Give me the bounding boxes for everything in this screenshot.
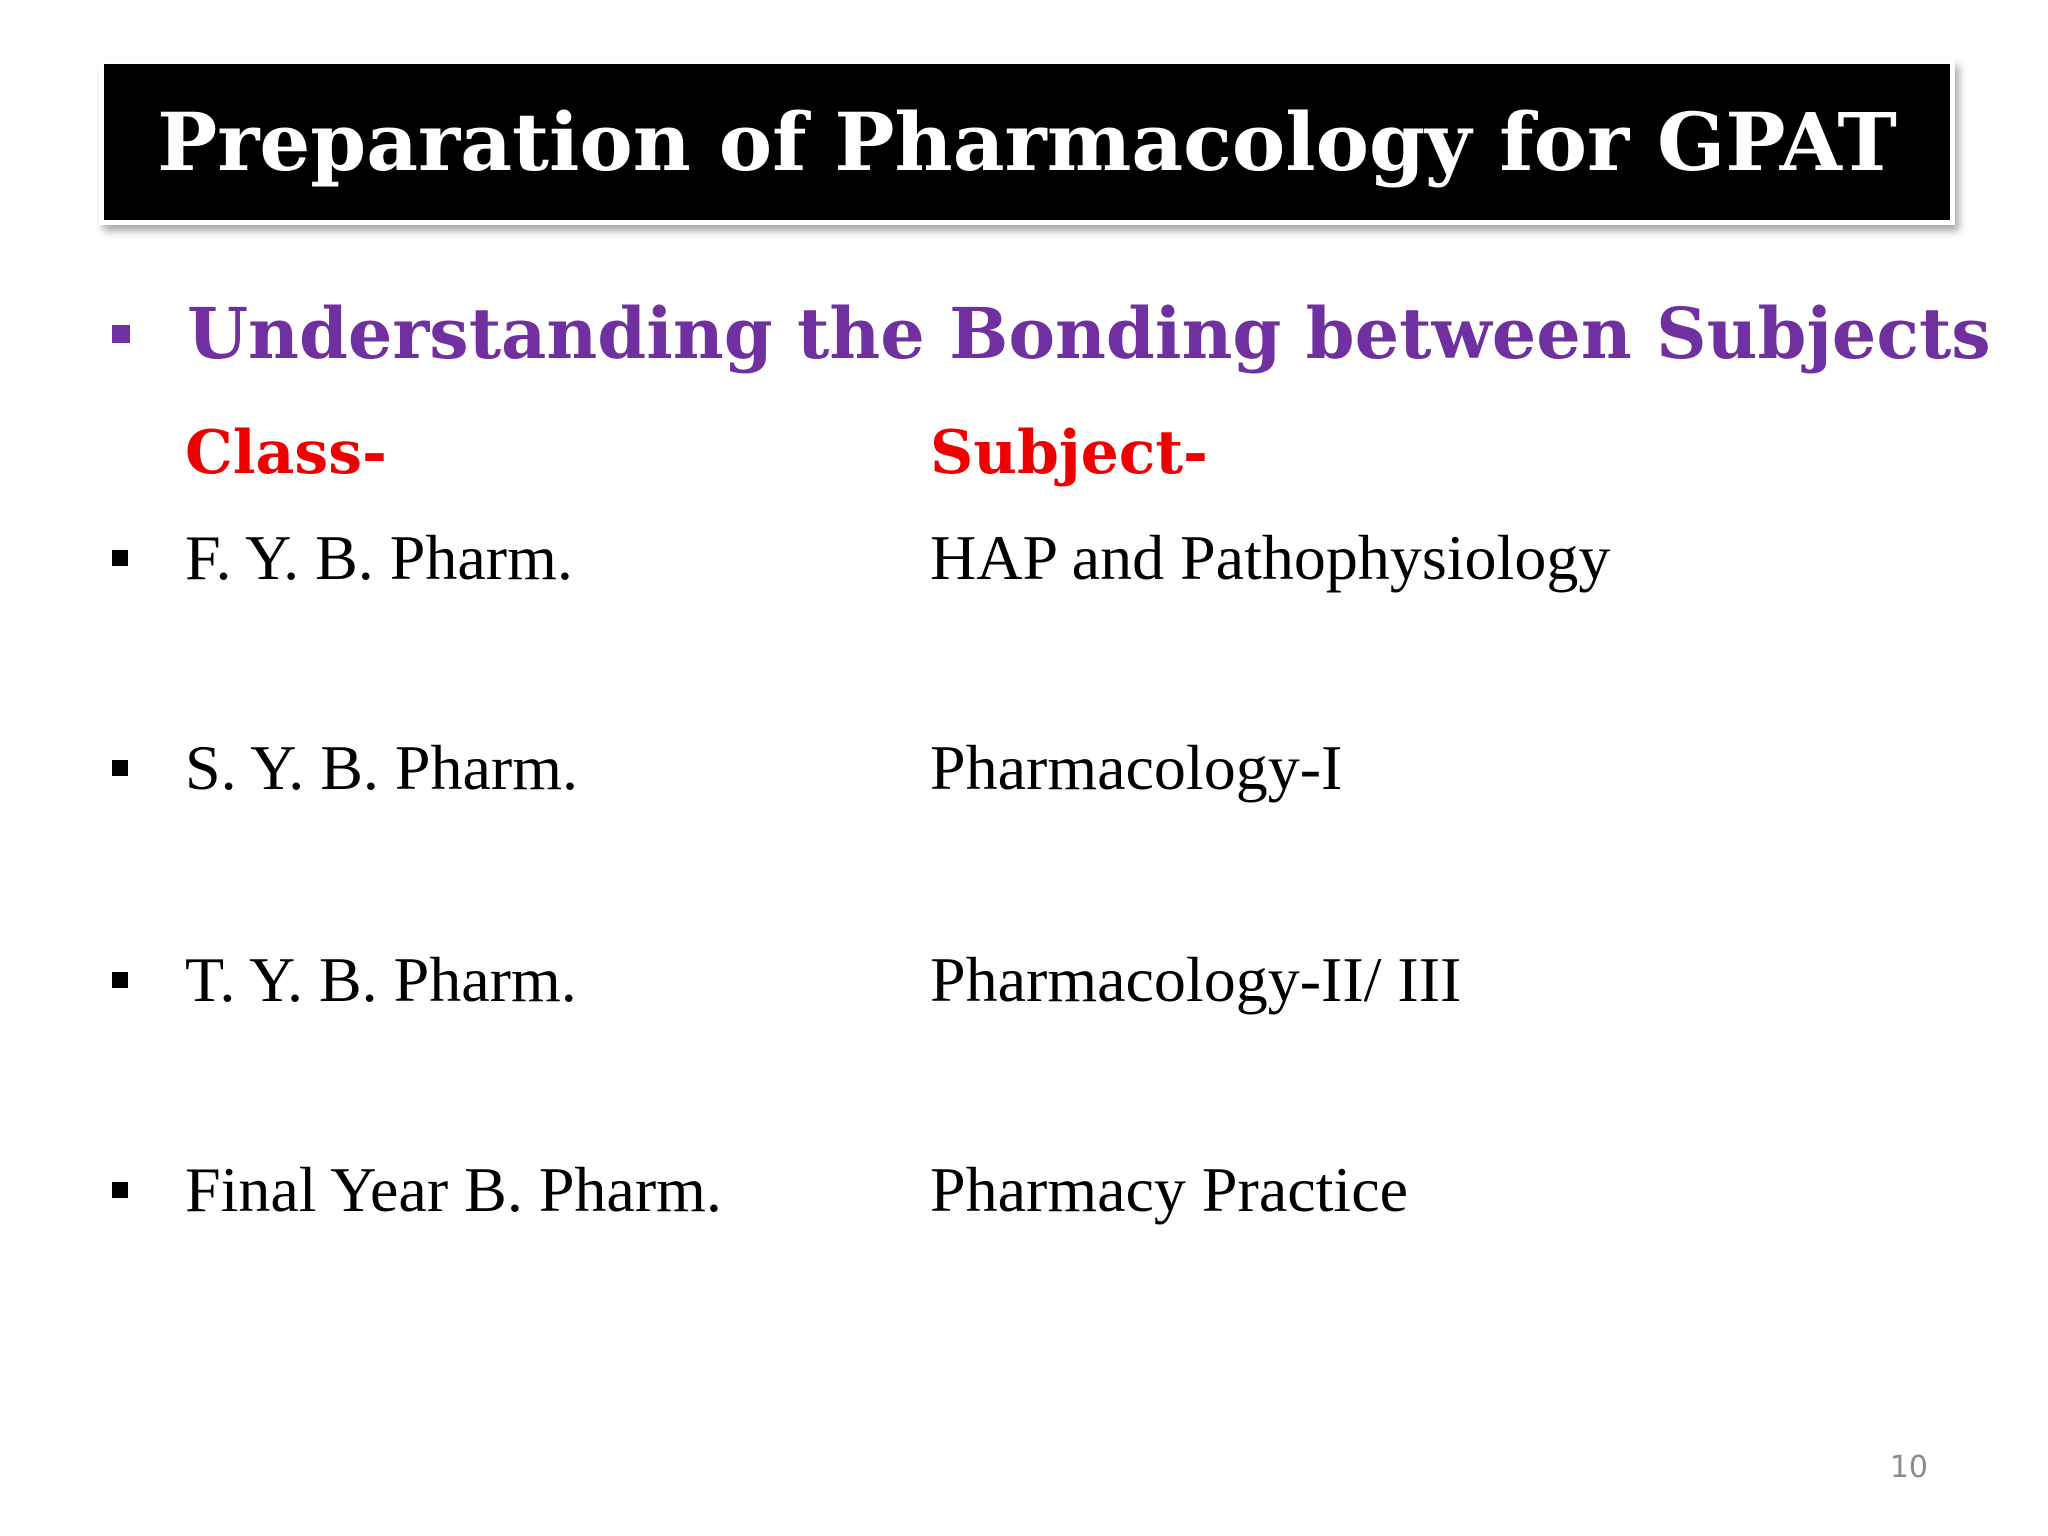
square-bullet-icon — [112, 760, 128, 776]
class-name: F. Y. B. Pharm. — [185, 522, 573, 593]
list-item — [112, 1150, 1408, 1230]
list-item — [112, 728, 1342, 808]
title-banner — [104, 64, 1950, 220]
square-bullet-icon — [112, 1182, 128, 1198]
heading-text: Understanding the Bonding between Subjects — [187, 292, 1991, 375]
square-bullet-icon — [112, 550, 128, 566]
subject-name: Pharmacology-I — [930, 732, 1343, 803]
slide-title: Preparation of Pharmacology for GPAT — [157, 95, 1897, 189]
class-name: T. Y. B. Pharm. — [185, 944, 577, 1015]
square-bullet-icon — [112, 325, 130, 343]
subject-name: Pharmacy Practice — [930, 1154, 1408, 1225]
square-bullet-icon — [112, 972, 128, 988]
page-number: 10 — [1889, 1450, 1928, 1485]
list-item — [112, 940, 1461, 1020]
subject-name: HAP and Pathophysiology — [930, 522, 1611, 593]
section-heading — [112, 292, 1991, 375]
subject-name: Pharmacology-II/ III — [930, 944, 1462, 1015]
class-column-header: Class- — [185, 418, 387, 488]
subject-column-header: Subject- — [930, 418, 1208, 488]
class-name: Final Year B. Pharm. — [185, 1154, 722, 1225]
list-item — [112, 518, 1610, 598]
class-name: S. Y. B. Pharm. — [185, 732, 578, 803]
